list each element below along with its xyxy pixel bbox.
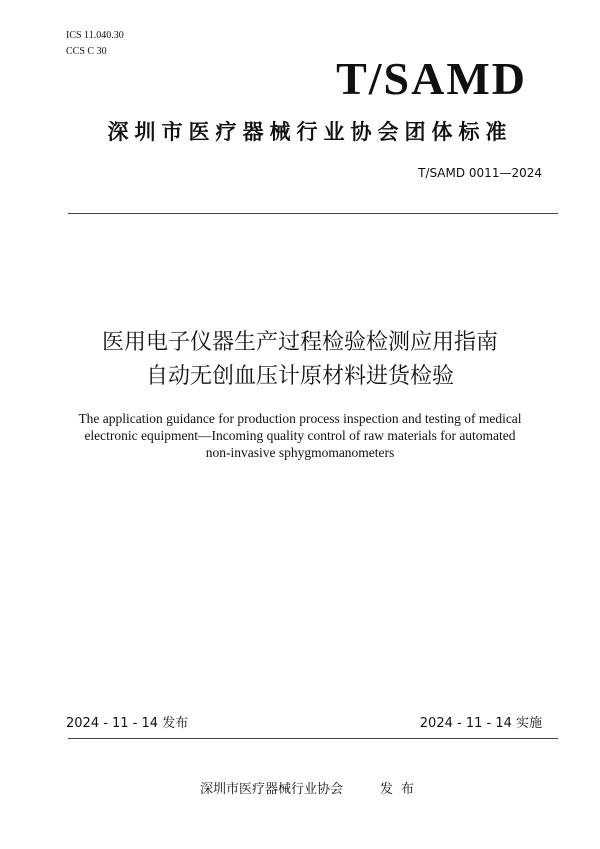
title-en-line2: electronic equipment—Incoming quality control of raw materials for automated: [84, 428, 516, 443]
ics-code: ICS 11.040.30: [66, 30, 124, 41]
title-cn-line1: 医用电子仪器生产过程检验检测应用指南: [101, 330, 498, 355]
footer-divider: [68, 738, 558, 739]
title-en-line3: non-invasive sphygmomanometers: [205, 445, 395, 460]
standard-number: T/SAMD 0011—2024: [418, 166, 542, 180]
brand-logo-text: T/SAMD: [336, 53, 527, 104]
title-en-line1: The application guidance for production process inspection and testing of medical: [78, 411, 522, 426]
organization-title: 深圳市医疗器械行业协会团体标准: [107, 120, 513, 144]
publisher-name: 深圳市医疗器械行业协会: [200, 782, 344, 797]
title-en: [50, 410, 550, 461]
classification-codes: [66, 28, 124, 60]
header-divider: [68, 213, 558, 214]
publish-date: 2024 - 11 - 14 发布: [66, 716, 189, 731]
ccs-code: CCS C 30: [66, 46, 107, 57]
issue-label: 发布: [380, 782, 423, 797]
implement-date: 2024 - 11 - 14 实施: [419, 716, 542, 731]
title-cn-line2: 自动无创血压计原材料进货检验: [145, 364, 454, 389]
